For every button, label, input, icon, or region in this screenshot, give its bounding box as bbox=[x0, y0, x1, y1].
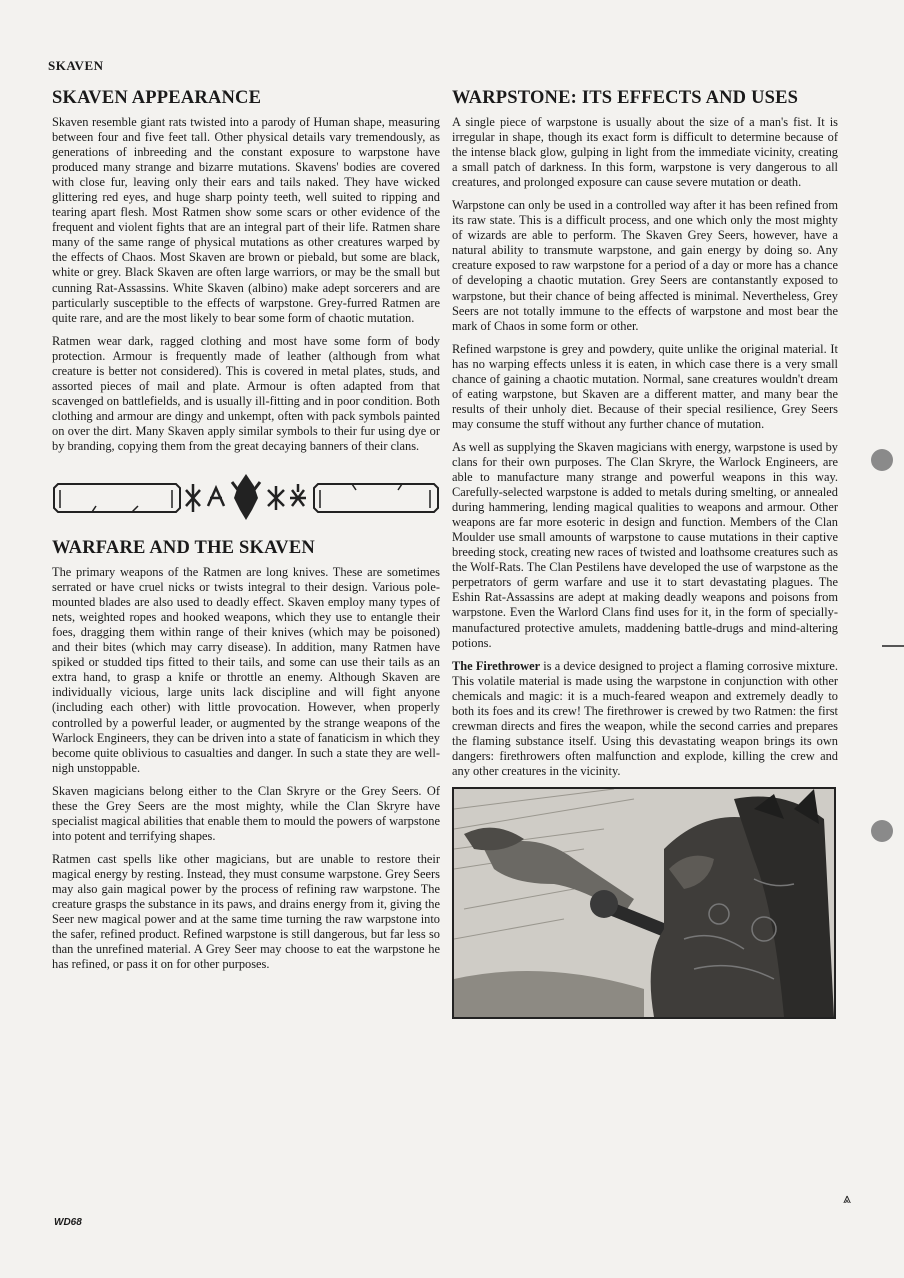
running-head: SKAVEN bbox=[48, 58, 104, 73]
paragraph: Ratmen cast spells like other magicians, but are unable to restore their magical energy by resting. Instead, they must consume warpstone. Grey Seers may also gain magical power by the process of refining raw warpstone. The creature grasps the substance in its paws, and drains energy from it, giving the Seer new magical power and at the same time turning the raw warpstone into the safer, refined product. Refined warpstone is still dangerous, but far less so than the unrefined material. A Grey Seer may choose to eat the warpstone he has refined, or pass it on for other purposes. bbox=[52, 851, 440, 972]
right-column bbox=[452, 88, 838, 1019]
punch-hole-icon bbox=[871, 449, 893, 471]
paragraph-firethrower bbox=[452, 659, 838, 779]
paragraph: As well as supplying the Skaven magicians with energy, warpstone is used by clans for their own purposes. The Clan Skryre, the Warlock Engineers, are able to manufacture many strange and powerful weapons in this way. Carefully-selected warpstone is added to metals during smelting, or annealed during hammering, lending magical qualities to weapons and armour. Other weapons are far more esoteric in design and function. Members of the Clan Moulder use small amounts of warpstone to cause mutations in their captive breeding stock, creating new races of twisted and loathsome creatures such as the Wolf-Rats. The Clan Pestilens have developed the use of warpstone as the perpetrators of germ warfare and use it to start devastating plagues. The Eshin Rat-Assassins are adept at making deadly weapons and poisons from warpstone. Even the Warlord Clans find uses for it, in the form of specially-manufactured protective amulets, maddening battle-drugs and mind-altering potions. bbox=[452, 439, 838, 650]
left-column bbox=[52, 88, 440, 980]
paragraph: Ratmen wear dark, ragged clothing and most have some form of body protection. Armour is frequently made of leather (although from what creature is better not considered). This is covered in metal plates, studs, and assorted pieces of mail and plate. Armour is often adapted from that scavenged on battlefields, and is usually ill-fitting and in poor condition. Both clothing and armour are dingy and unkempt, often with pack symbols painted on over the dirt. Many Skaven apply similar symbols to their fur using dye or by branding, copying them from the great decaying banners of their clans. bbox=[52, 333, 440, 453]
artist-signature-icon: ⩓ bbox=[843, 1192, 851, 1207]
section-heading-warpstone: WARPSTONE: ITS EFFECTS AND USES bbox=[452, 88, 799, 108]
skaven-firethrower-illustration bbox=[452, 787, 836, 1019]
paragraph: Warpstone can only be used in a controlled way after it has been refined from its raw state. This is a difficult process, and one which only the most mighty of wizards are able to perform. The Skaven Grey Seers, however, have a natural ability to transmute warpstone, and gain energy by doing so. Any creature exposed to raw warpstone for a period of a day or more has a chance of developing a chaotic mutation. Grey Seers are contanstantly exposed to warpstone, but their chance of being affected is minimal. Nevertheless, Grey Seers are not totally immune to the effects of warpstone and most bear the mark of Chaos in some form or other. bbox=[452, 198, 838, 333]
paragraph: A single piece of warpstone is usually about the size of a man's fist. It is irregular in shape, though its exact form is difficult to determine because of the intense black glow, gulping in light from the immediate vicinity, creating a small patch of darkness. In this form, warpstone is very dangerous to all creatures, and prolonged exposure can cause severe mutation or death. bbox=[452, 115, 838, 190]
paragraph: Skaven magicians belong either to the Clan Skryre or the Grey Seers. Of these the Grey Seers are the most mighty, while the Clan Skryre have specialist magical abilities that enable them to mould the powers of warpstone into potent and terrifying shapes. bbox=[52, 783, 440, 843]
firethrower-text: is a device designed to project a flaming corrosive mixture. This volatile material is made using the warpstone in conjunction with other chemicals and magic: it is a much-feared weapon and extremely deadly to both its foes and its crew! The firethrower is crewed by two Ratmen: the first crewman directs and fires the weapon, while the second carries and prepares the flaming substance itself. Using this devastating weapon brings its own dangers: firethrowers often malfunction and explode, killing the crew and any other creatures in the vicinity. bbox=[452, 658, 838, 778]
punch-hole-icon bbox=[871, 820, 893, 842]
paragraph: The primary weapons of the Ratmen are long knives. These are sometimes serrated or have cruel nicks or twists integral to their design. Various pole-mounted blades are also used to deadly effect. Skaven employ many types of nets, weighted ropes and hooked weapons, which they use to entangle their foes, dragging them within range of their knives (which may be poisoned) and their bites (which may carry disease). In addition, many Ratmen have spiked or studded tips fitted to their tails, and some can use their tails as an extra hand, to grasp a knife or throttle an enemy. Although Skaven are individually vicious, large units lack discipline and will fight anyone (including each other) with little provocation. However, when properly controlled by a powerful leader, or augmented by the strange weapons of the Warlock Engineers, they can be driven into a state of fanaticism in which they become quite oblivious to casualties and danger. In such a state they are well-nigh unstoppable. bbox=[52, 565, 440, 775]
section-heading-appearance: SKAVEN APPEARANCE bbox=[52, 88, 262, 108]
paragraph: Refined warpstone is grey and powdery, quite unlike the original material. It has no warping effects unless it is eaten, in which case there is a very small chance of gaining a chaotic mutation. Normal, sane creatures wouldn't dream of eating warpstone, but Skaven are a different matter, and many bear the results of their unholy diet. Because of their special resilience, Grey Seers may consume the stuff without any further chance of mutation. bbox=[452, 341, 838, 431]
margin-mark bbox=[882, 645, 904, 647]
page-folio: WD68 bbox=[54, 1217, 82, 1228]
skaven-rune-divider-icon bbox=[52, 468, 440, 524]
firethrower-term: The Firethrower bbox=[452, 658, 541, 673]
section-heading-warfare: WARFARE AND THE SKAVEN bbox=[52, 538, 315, 559]
paragraph: Skaven resemble giant rats twisted into a parody of Human shape, measuring between four and five feet tall. Other physical details vary tremendously, as generations of inbreeding and the constant exposure to warpstone have produced many strange and bizarre mutations. Skavens' bodies are covered with close fur, leaving only their ears and tails naked. They have wicked glittering red eyes, and huge sharp pointy teeth, well suited to ripping and tearing apart flesh. Most Ratmen show some scars or other evidence of the frequent and violent fights that are an integral part of their life. Ratmen share many of the same range of physical mutations as other creatures warped by the effects of Chaos. Most Skaven are brown or piebald, but some are black, white or grey. Black Skaven are often large warriors, or may be the small but cunning Rat-Assassins. White Skaven (albino) make adept sorcerers and are particularly susceptible to the effects of warpstone. Grey-furred Ratmen are quite rare, and are the most likely to bear some form of chaotic mutation. bbox=[52, 115, 440, 325]
